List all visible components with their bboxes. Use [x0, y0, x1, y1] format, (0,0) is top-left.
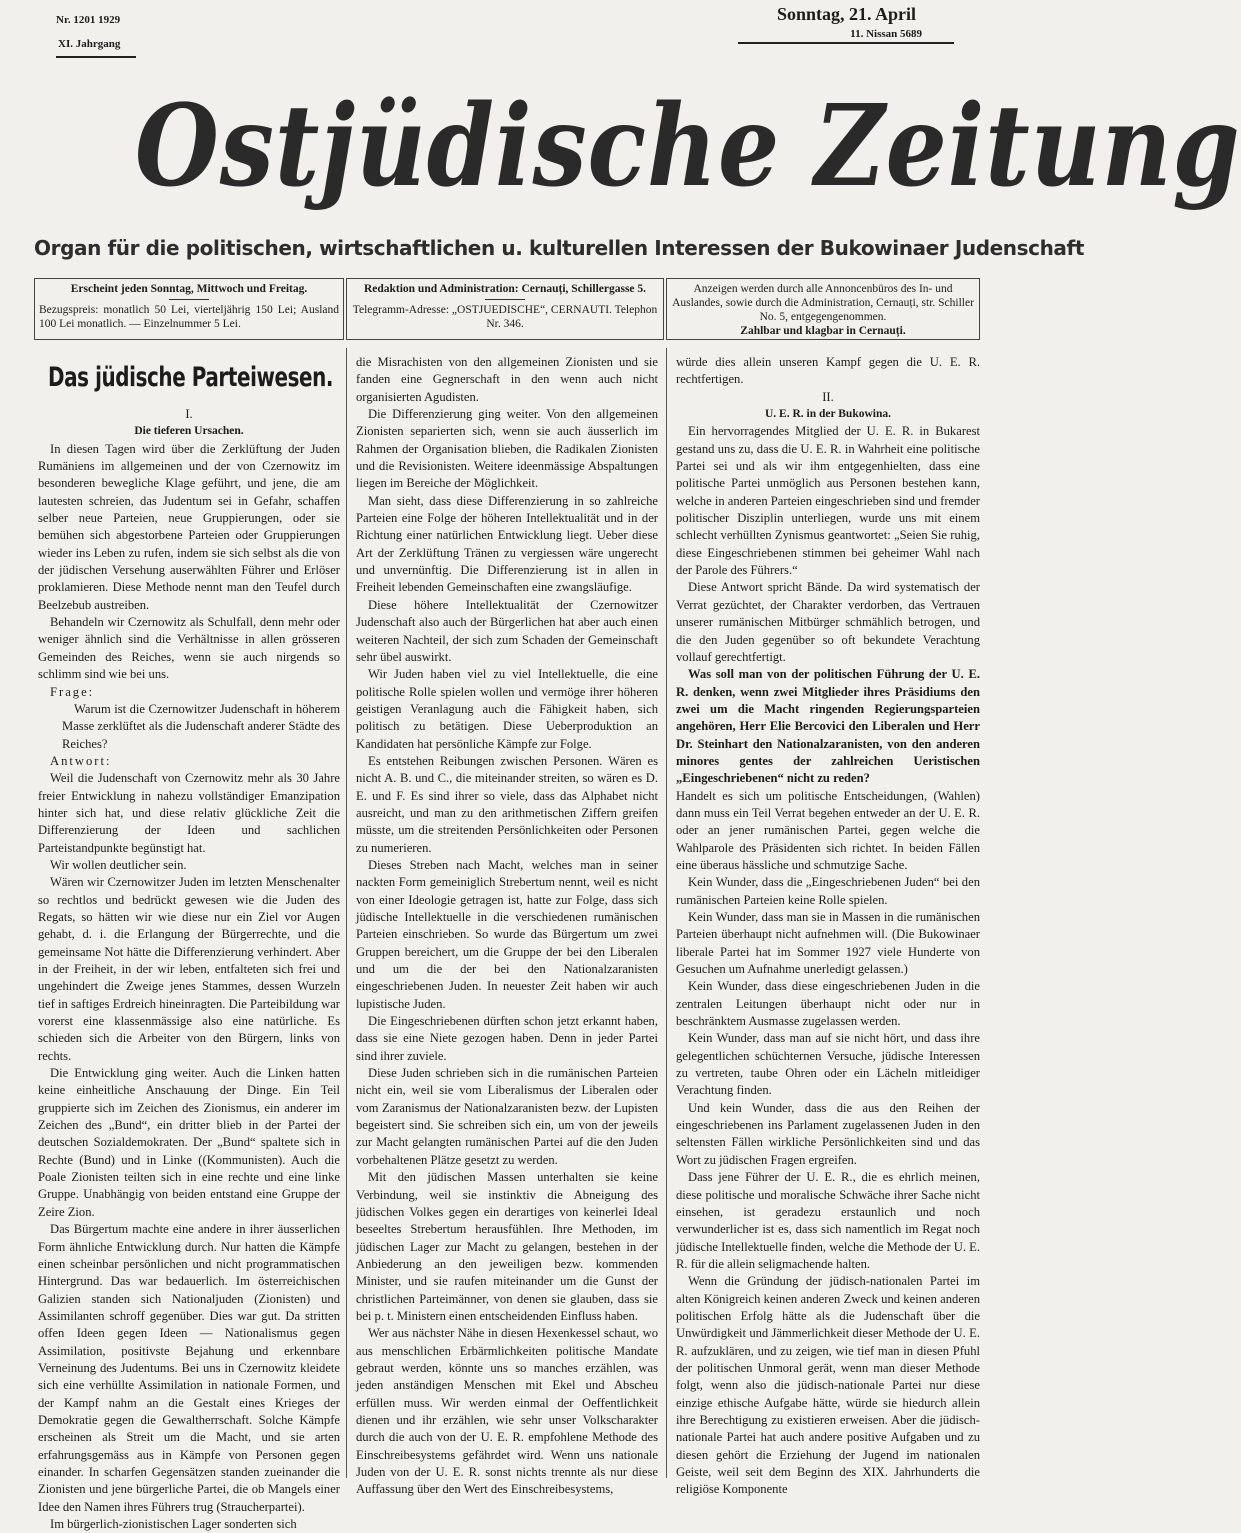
masthead-subtitle: Organ für die politischen, wirtschaftlichen u. kulturellen Interessen der Bukowinaer Judenschaft — [34, 236, 1084, 260]
frage-text: Warum ist die Czernowitzer Judenschaft in höherem Masse zerklüftet als die Judenschaft anderer Städte des Reiches? — [62, 701, 340, 751]
paragraph: Wer aus nächster Nähe in diesen Hexenkessel schaut, wo aus menschlichen Erbärmlichkeiten politische Mandate gebraut werden, könnte uns so manches erzählen, was jeden anständigen Menschen mit Ekel und Abscheu erfüllen muss. Wir werden einmal der Oeffentlichkeit dienen und ihr erzählen, wie sehr unser Volkscharakter durch die auch von der U. E. R. empfohlene Methode des Einschreibesystems gefährdet wird. Wenn uns nationale Juden von der U. E. R. sonst nichts trennte als nur diese Auffassung über den Wert des Einschreibesystems, — [356, 1326, 658, 1497]
paragraph: Dass jene Führer der U. E. R., die es ehrlich meinen, diese politische und moralische Schwäche ihrer Sache nicht einsehen, ist geradezu erstaunlich und noch verwunderlicher ist es, dass sich namentlich im Regat noch jüdische Intellektuelle finden, welche die Methode der U. E. R. für die allein seligmachende halten. — [676, 1170, 980, 1271]
ads-notice: Anzeigen werden durch alle Annoncenbüros des In- und Auslandes, sowie durch die Administration, Cernauți, str. Schiller No. 5, entgegengenommen. — [672, 283, 974, 323]
paragraph: Diese Antwort spricht Bände. Da wird systematisch der Verrat gezüchtet, der Charakter verdorben, das Vertrauen unserer rumänischen Mitbürger schmählich betrogen, und die den Juden gegenüber so oft bekundete Verachtung vollauf gerechtfertigt. — [676, 580, 980, 664]
frage-label: Frage: — [50, 684, 95, 699]
section-title: Die tieferen Ursachen. — [134, 425, 244, 438]
section-title: U. E. R. in der Bukowina. — [764, 408, 891, 421]
paragraph: Kein Wunder, dass diese eingeschriebenen Juden in die zentralen Leitungen überhaupt nicht oder nur in beschränktem Ausmasse zugelassen werden. — [676, 979, 980, 1029]
paragraph: Wir Juden haben viel zu viel Intellektuelle, die eine politische Rolle spielen wollen und vermöge ihrer höheren geistigen Veranlagung auch die Fähigkeit haben, sich politisch zu betätigen. Diese Ueberproduktion an Kandidaten hat persönliche Kämpfe zur Folge. — [356, 667, 658, 751]
paragraph: Ein hervorragendes Mitglied der U. E. R. in Bukarest gestand uns zu, dass die U. E. R. in Wahrheit eine politische Partei sei und als wir ihm entgegenhielten, dass eine politische Partei unmöglich aus Personen bestehen kann, welche in anderen Parteien eingeschrieben sind und fremder politischer Disziplin unterliegen, wurde uns mit einem schlecht verhüllten Zynismus geantwortet: „Seien Sie ruhig, diese Eingeschriebenen stimmen bei geheimer Wahl nach der Parole des Führers.“ — [676, 424, 980, 578]
antwort-label: Antwort: — [50, 753, 112, 768]
paragraph: In diesen Tagen wird über die Zerklüftung der Juden Rumäniens im allgemeinen und der von Czernowitz im besonderen bewegliche Klage geführt, und jene, die am lautesten schreien, das Judentum sei in Gefahr, schaffen selber neue Parteien, neue Gruppierungen, oder sie bemühen sich abgestorbene Parteien oder Gruppierungen wieder ins Leben zu rufen, indem sie sich selbst als die von der jüdischen Versehung auserwählten Führer und Erlöser proklamieren. Diese Methode nennt man den Teufel durch Beelzebub austreiben. — [38, 441, 340, 612]
info-box-editorial — [346, 278, 664, 340]
hebrew-date: 11. Nissan 5689 — [850, 28, 922, 40]
publication-schedule: Erscheint jeden Sonntag, Mittwoch und Freitag. — [70, 283, 308, 295]
paragraph: Diese Juden schrieben sich in die rumänischen Parteien nicht ein, weil sie vom Liberalismus der Liberalen oder vom Zaranismus der Nationalzaranisten bezw. der Lupisten begeistert sind. Sie schreiben sich ein, um von der jeweils zur Macht gelangten rumänischen Partei auf die den Juden vorbehaltenen Plätze gesetzt zu werden. — [356, 1066, 658, 1167]
paragraph: Weil die Judenschaft von Czernowitz mehr als 30 Jahre freier Entwicklung in nahezu vollständiger Emanzipation hinter sich hat, und diese relativ glückliche Zeit die Differenzierung der Ideen und sachlichen Parteistandpunkte begünstigt hat. — [38, 771, 340, 855]
issue-date: Sonntag, 21. April — [776, 4, 916, 24]
paragraph: Kein Wunder, dass man sie in Massen in die rumänischen Parteien überhaupt nicht aufnehmen will. (Die Bukowinaer liberale Partei hat im Sommer 1927 viele Hunderte von Gesuchen um Aufnahme unerledigt gelassen.) — [676, 910, 980, 977]
divider — [485, 299, 525, 300]
paragraph: Behandeln wir Czernowitz als Schulfall, denn mehr oder weniger ähnlich sind die Verhältnisse in allen grösseren Gemeinden des Reiches, wenn sie auch nirgends so schlimm sind wie bei uns. — [38, 615, 340, 682]
paragraph: würde dies allein unseren Kampf gegen die U. E. R. rechtfertigen. — [676, 355, 980, 387]
paragraph: Dieses Streben nach Macht, welches man in seiner nackten Form gemeiniglich Strebertum nennt, weil es nicht von einer Ideologie getragen ist, hatte zur Folge, dass sich jüdische Intellektuelle in die verschiedenen rumänischen Parteien einschrieben. So wurde das Bürgertum um zwei Gruppen bereichert, um die Gruppe der bei den Liberalen und um die der bei den Nationalzaranisten eingeschriebenen Juden. In neuester Zeit haben wir auch lupistische Juden. — [356, 857, 658, 1011]
paragraph: Man sieht, dass diese Differenzierung in so zahlreiche Parteien eine Folge der höheren Intellektualität und in der Richtung einer natürlichen Entwicklung liegt. Ueber diese Art der Zerklüftung Tränen zu vergiessen wäre ungerecht und unvernünftig. Die Differenzierung ist in allen in Freiheit lebenden Gemeinschaften eine zwangsläufige. — [356, 493, 658, 595]
info-box-subscription — [34, 278, 344, 340]
volume: XI. Jahrgang — [58, 38, 121, 50]
paragraph: Das Bürgertum machte eine andere in ihrer äusserlichen Form ähnliche Entwicklung durch. Nur hatten die Kämpfe einen scheinbar persönlichen und nicht programmatischen Hintergrund. Das war bedauerlich. Im österreichischen Galizien standen sich Nationaljuden (Zionisten) und Assimilanten schroff gegenüber. Dies war gut. Da stritten offen Ideen gegen Ideen — Nationalismus gegen Assimilation, positivste Bejahung und erkennbare Verneinung des Judentums. Bei uns in Czernowitz kleidete sich eine verhüllte Assimilation in nationale Formen, und der Kampf nahm an die Gestalt eines Krieges der Demokratie gegen die Gewaltherrschaft. Solche Kämpfe erscheinen als Streit um die Macht, und sie arten erfahrungsgemäss aus in Kämpfe von Personen gegen einander. In scharfen Gegensätzen standen zueinander die Zionisten und jene bürgerliche Partei, die ob Mangels einer Idee den Namen ihres Führers trug (Straucherpartei). — [38, 1222, 340, 1514]
paragraph: Wir wollen deutlicher sein. — [50, 857, 187, 872]
subscription-price: Bezugspreis: monatlich 50 Lei, vierteljährig 150 Lei; Ausland 100 Lei monatlich. — Einzelnummer 5 Lei. — [39, 304, 339, 330]
paragraph-bold: Was soll man von der politischen Führung der U. E. R. denken, wenn zwei Mitglieder ihres Präsidiums den zwei um die Macht ringenden Regierungsparteien angehören, Herr Elie Bercovici den Liberalen und Herr Dr. Steinhart den Nationalzaranisten, von den anderen minores gentes der zahlreichen Ueristischen „Eingeschriebenen“ nicht zu reden? — [676, 667, 980, 786]
header-rule-left — [56, 56, 136, 58]
header-rule-right — [738, 42, 954, 44]
paragraph: Handelt es sich um politische Entscheidungen, (Wahlen) dann muss ein Teil Verrat begehen entweder an der U. E. R. oder an jener rumänischen Partei, gegen welche die Wahlparole des Präsidenten sich richtet. In beiden Fällen eine überaus hässliche und schmutzige Sache. — [676, 788, 980, 872]
telegram-address: Telegramm-Adresse: „OSTJUEDISCHE“, CERNAUTI. Telephon Nr. 346. — [352, 304, 658, 330]
article-column-3 — [676, 354, 980, 1497]
section-number: II. — [822, 389, 834, 404]
editorial-address: Redaktion und Administration: Cernauți, Schillergasse 5. — [363, 283, 647, 295]
paragraph: Die Differenzierung ging weiter. Von den allgemeinen Zionisten separierten sich, wenn sie auch äusserlich im Rahmen der Organisation blieben, die Radikalen Zionisten und die Revisionisten. Weitere ideenmässige Abspaltungen liegen im Bereiche der Möglichkeit. — [356, 407, 658, 491]
paragraph: Im bürgerlich-zionistischen Lager sonderten sich — [50, 1517, 297, 1531]
paragraph: Kein Wunder, dass man auf sie nicht hört, und dass ihre gelegentlichen schüchternen Versuche, jüdische Interessen zu vertreten, taube Ohren oder ein Lächeln mitleidiger Verachtung finden. — [676, 1031, 980, 1098]
column-rule — [666, 348, 667, 1478]
issue-number: Nr. 1201 1929 — [56, 14, 121, 26]
article-column-2 — [356, 354, 658, 1497]
column-rule — [346, 348, 347, 1478]
info-box-ads — [666, 278, 980, 340]
paragraph: die Misrachisten von den allgemeinen Zionisten und sie fanden eine Gegnerschaft in den wenn auch nicht organisierten Agudisten. — [356, 355, 658, 404]
paragraph: Mit den jüdischen Massen unterhalten sie keine Verbindung, weil sie instinktiv die Abneigung des jüdischen Volkes gegen ein derartiges von keinerlei Ideal beseeltes Strebertum herausfühlen. Ihre Methoden, im jüdischen Lager zur Macht zu gelangen, bestehen in der Anbiederung an den jeweiligen bezw. kommenden Minister, und sie raufen miteinander um die Gunst der christlichen Parteimänner, von denen sie glauben, dass sie bei p. t. Ministern einen entscheidenden Einfluss haben. — [356, 1170, 658, 1323]
paragraph: Die Eingeschriebenen dürften schon jetzt erkannt haben, dass sie eine Niete gezogen haben. Denn in jeder Partei sind ihrer zuviele. — [356, 1014, 658, 1063]
section-number: I. — [185, 407, 193, 421]
paragraph: Wären wir Czernowitzer Juden im letzten Menschenalter so rechtlos und bedrückt gewesen wie die Juden des Regats, so hätten wir wie diese nur ein Ziel vor Augen gehabt, d. i. die Erlangung der Bürgerrechte, und die gemeinsame Not hätte die Differenzierung verhindert. Aber in der Freiheit, in der wir leben, entfalteten sich frei und ungehindert die Zweige jenes Stammes, dessen Wurzeln tief in saftiges Erdreich hineinragten. Die Parteibildung war vorerst eine klassenmässige also eine natürliche. Es schieden sich die Arbeiter von den Bürgern, links von rechts. — [38, 875, 340, 1063]
payment-notice: Zahlbar und klagbar in Cernauți. — [740, 325, 906, 337]
paragraph: Und kein Wunder, dass die aus den Reihen der eingeschriebenen ins Parlament zugelassenen Juden in den seltensten Fällen wirkliche Persönlichkeiten sind und das Wort zu jüdischen Fragen ergreifen. — [676, 1100, 980, 1167]
paragraph: Es entstehen Reibungen zwischen Personen. Wären es nicht A. B. und C., die miteinander streiten, so wären es D. E. und F. Es sind ihrer so viele, dass das Alphabet nicht ausreicht, und man zu den arithmetischen Ziffern greifen müsste, um die streitenden Persönlichkeiten oder Personen zu numerieren. — [356, 753, 658, 855]
paragraph: Diese höhere Intellektualität der Czernowitzer Judenschaft also auch der Bürgerlichen hat aber auch einen weiteren Nachteil, der sich zum Schaden der Gemeinschaft sehr übel auswirkt. — [356, 597, 658, 664]
divider — [169, 299, 209, 300]
masthead-title: Ostjüdische Zeitung — [135, 81, 1241, 212]
paragraph: Die Entwicklung ging weiter. Auch die Linken hatten keine einheitliche Anschauung der Dinge. Ein Teil gruppierte sich im Zeichen des Zionismus, ein anderer im Zeichen des „Bund“, ein dritter blieb in der Partei der deutschen Sozialdemokraten. Der „Bund“ spaltete sich in Rechte (Bund) und in Linke ((Kommunisten). Auch die Poale Zionisten teilten sich in eine rechte und eine linke Gruppe. Unabhängig von beiden entstand eine Gruppe der Zeire Zion. — [38, 1066, 340, 1219]
article-headline: Das jüdische Parteiwesen. — [48, 362, 334, 393]
paragraph: Kein Wunder, dass die „Eingeschriebenen Juden“ bei den rumänischen Parteien keine Rolle spielen. — [676, 875, 980, 907]
paragraph: Wenn die Gründung der jüdisch-nationalen Partei im alten Königreich keinen anderen Zweck und keinen anderen politischen Erfolg hätte als die Judenschaft über die Unwürdigkeit und Jämmerlichkeit dieser Methode der U. E. R. aufzuklären, und zu zeigen, wie tief man in diesen Pfuhl der politischen Unmoral gerät, wenn man dieser Methode folgt, wenn also die jüdisch-nationale Partei nur diese einzige ethische Aufgabe hätte, würde sie hiedurch allein ihre Berechtigung zu existieren erweisen. Aber die jüdisch-nationale Partei hat auch andere positive Aufgaben und zu diesen gehört die Erziehung der Jugend im nationalen Geiste, weil seit dem Beginn des XIX. Jahrhunderts die religiöse Komponente — [676, 1274, 980, 1497]
article-column-1 — [38, 354, 340, 1531]
